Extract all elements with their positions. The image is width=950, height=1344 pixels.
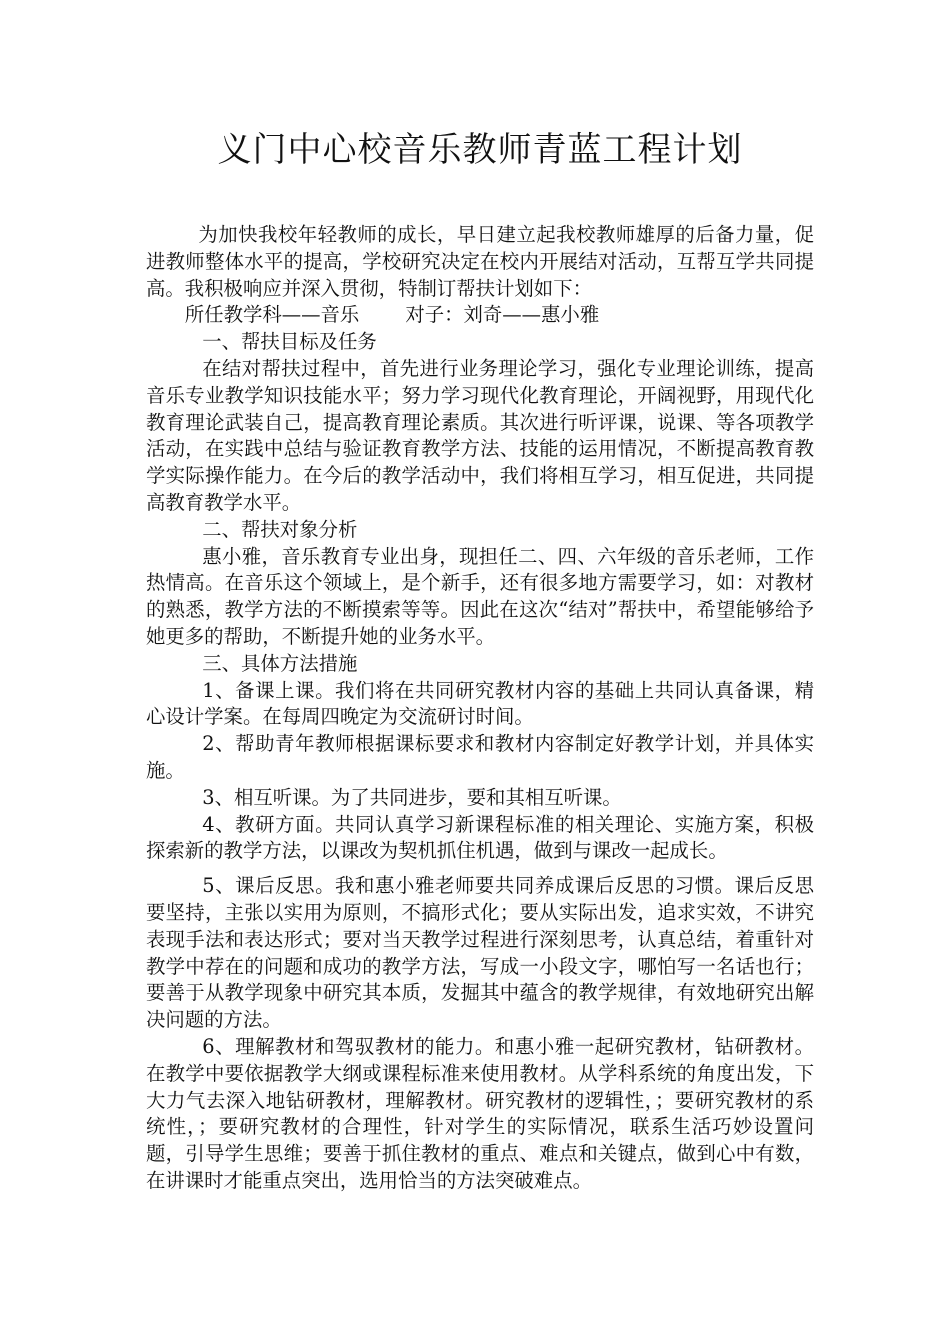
document-title: 义门中心校音乐教师青蓝工程计划 [217,130,743,170]
intro-paragraph: 为加快我校年轻教师的成长，早日建立起我校教师雄厚的后备力量，促进教师整体水平的提高，学校研究决定在校内开展结对活动，互帮互学共同提高。我积极响应并深入贯彻，特制订帮扶计划如下： [146,223,814,300]
section-2-body: 惠小雅，音乐教育专业出身，现担任二、四、六年级的音乐老师，工作热情高。在音乐这个领域上，是个新手，还有很多地方需要学习，如：对教材的熟悉，教学方法的不断摸索等等。因此在这次“结对”帮扶中，希望能够给予她更多的帮助，不断提升她的业务水平。 [146,544,814,648]
subject-pair-line [146,302,814,329]
measure-item-1: 1、备课上课。我们将在共同研究教材内容的基础上共同认真备课，精心设计学案。在每周四晚定为交流研讨时间。 [146,678,814,729]
measure-item-5: 5、课后反思。我和惠小雅老师要共同养成课后反思的习惯。课后反思要坚持，主张以实用为原则，不搞形式化；要从实际出发，追求实效，不讲究表现手法和表达形式；要对当天教学过程进行深刻思考，认真总结，着重针对教学中荐在的问题和成功的教学方法，写成一小段文字，哪怕写一名话也行；要善于从教学现象中研究其本质，发掘其中蕴含的教学规律，有效地研究出解决问题的方法。 [146,874,814,1032]
measure-item-3: 3、相互听课。为了共同进步，要和其相互听课。 [202,785,622,809]
section-1-heading: 一、帮扶目标及任务 [202,330,377,354]
section-1-body: 在结对帮扶过程中，首先进行业务理论学习，强化专业理论训练，提高音乐专业教学知识技能水平；努力学习现代化教育理论，开阔视野，用现代化教育理论武装自己，提高教育理论素质。其次进行听评课，说课、等各项教学活动，在实践中总结与验证教育教学方法、技能的运用情况，不断提高教育教学实际操作能力。在今后的教学活动中，我们将相互学习，相互促进，共同提高教育教学水平。 [146,356,814,514]
measure-item-2: 2、帮助青年教师根据课标要求和教材内容制定好教学计划，并具体实施。 [146,732,814,782]
subject-line: 所任教学科——音乐 [184,303,360,327]
section-2-heading: 二、帮扶对象分析 [202,517,358,541]
measure-item-6: 6、理解教材和驾驭教材的能力。和惠小雅一起研究教材，钻研教材。在教学中要依据教学大纲或课程标准来使用教材。从学科系统的角度出发，下大力气去深入地钻研教材，理解教材。研究教材的逻辑性，；要研究教材的系统性，；要研究教材的合理性，针对学生的实际情况，联系生活巧妙设置问题，引导学生思维；要善于抓住教材的重点、难点和关键点，做到心中有数，在讲课时才能重点突出，选用恰当的方法突破难点。 [146,1034,814,1192]
section-3-heading: 三、具体方法措施 [202,651,358,675]
measure-item-4: 4、教研方面。共同认真学习新课程标准的相关理论、实施方案，积极探索新的教学方法，以课改为契机抓住机遇，做到与课改一起成长。 [146,812,814,863]
pair-line: 对子：刘奇——惠小雅 [405,303,600,327]
document-body [146,222,814,1195]
